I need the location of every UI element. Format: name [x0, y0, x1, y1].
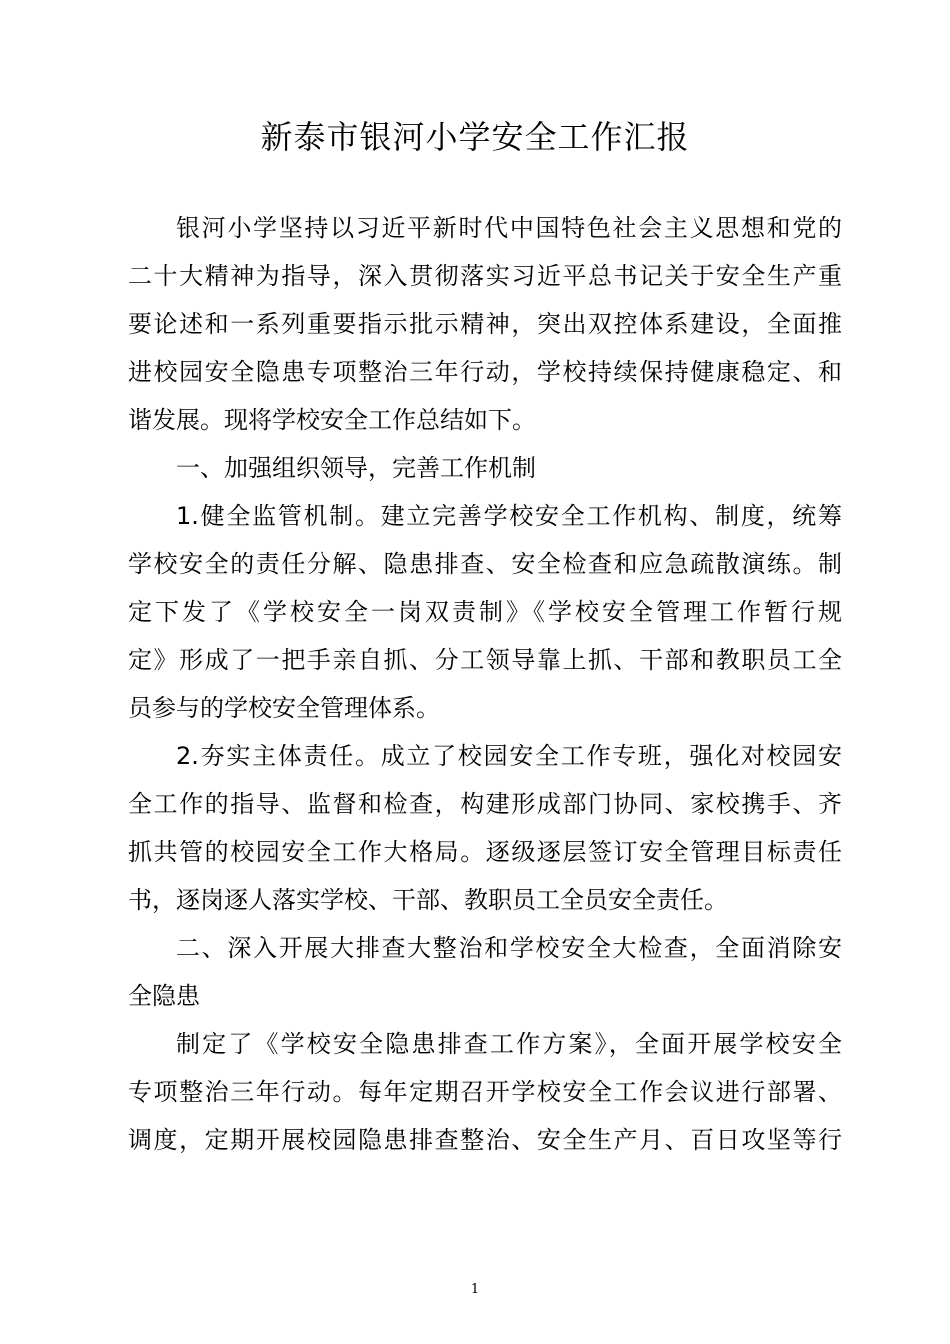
- body-line: 定下发了《学校安全一岗双责制》《学校安全管理工作暂行规: [128, 598, 842, 626]
- body-line: 2.夯实主体责任。成立了校园安全工作专班，强化对校园安: [176, 742, 842, 770]
- body-line: 进校园安全隐患专项整治三年行动，学校持续保持健康稳定、和: [128, 358, 842, 386]
- body-line: 二、深入开展大排查大整治和学校安全大检查，全面消除安: [176, 934, 842, 962]
- body-line: 二十大精神为指导，深入贯彻落实习近平总书记关于安全生产重: [128, 262, 842, 290]
- body-line: 全隐患: [128, 982, 200, 1010]
- body-line: 1.健全监管机制。建立完善学校安全工作机构、制度，统筹: [176, 502, 842, 530]
- body-line: 员参与的学校安全管理体系。: [128, 694, 440, 722]
- document-title: 新泰市银河小学安全工作汇报: [260, 118, 690, 156]
- body-line: 制定了《学校安全隐患排查工作方案》，全面开展学校安全: [176, 1030, 842, 1058]
- page-number: 1: [470, 1282, 480, 1297]
- body-line: 抓共管的校园安全工作大格局。逐级逐层签订安全管理目标责任: [128, 838, 842, 866]
- body-line: 调度，定期开展校园隐患排查整治、安全生产月、百日攻坚等行: [128, 1126, 842, 1154]
- body-line: 要论述和一系列重要指示批示精神，突出双控体系建设，全面推: [128, 310, 842, 338]
- body-line: 银河小学坚持以习近平新时代中国特色社会主义思想和党的: [176, 214, 842, 242]
- body-line: 学校安全的责任分解、隐患排查、安全检查和应急疏散演练。制: [128, 550, 842, 578]
- body-line: 一、加强组织领导，完善工作机制: [176, 454, 536, 482]
- body-line: 书，逐岗逐人落实学校、干部、教职员工全员安全责任。: [128, 886, 728, 914]
- body-line: 定》形成了一把手亲自抓、分工领导靠上抓、干部和教职员工全: [128, 646, 842, 674]
- body-line: 专项整治三年行动。每年定期召开学校安全工作会议进行部署、: [128, 1078, 842, 1106]
- body-line: 谐发展。现将学校安全工作总结如下。: [128, 406, 536, 434]
- body-line: 全工作的指导、监督和检查，构建形成部门协同、家校携手、齐: [128, 790, 842, 818]
- document-body: [128, 204, 842, 1164]
